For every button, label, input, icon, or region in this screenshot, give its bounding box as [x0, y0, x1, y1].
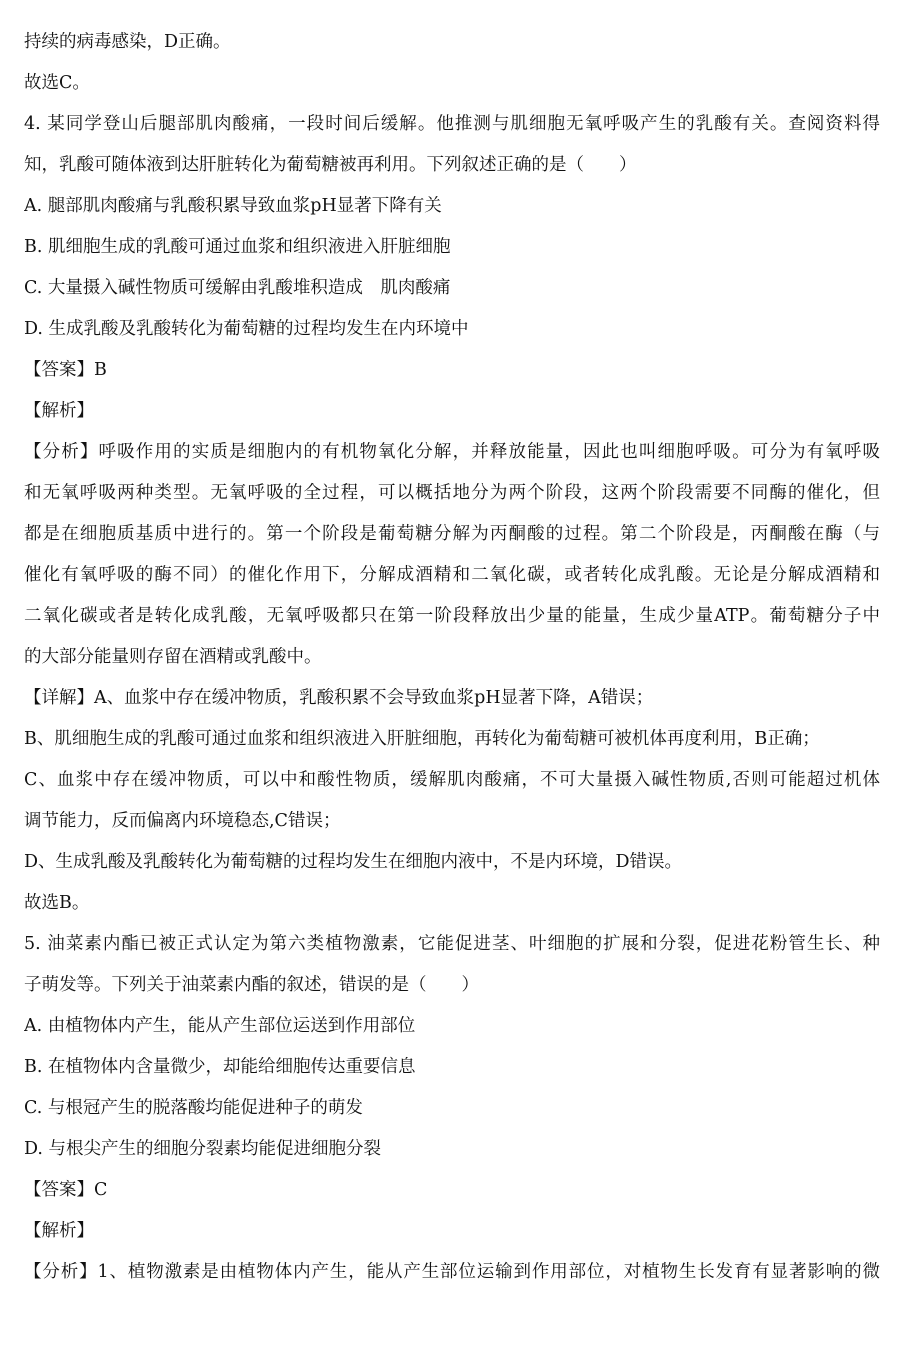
question-5-stem: 5. 油菜素内酯已被正式认定为第六类植物激素，它能促进茎、叶细胞的扩展和分裂，促进花粉管生长、种	[24, 934, 880, 954]
analysis-text: 的大部分能量则存留在酒精或乳酸中。	[24, 647, 322, 667]
text-line: 故选B。	[24, 893, 90, 913]
analysis-text: 催化有氧呼吸的酶不同）的催化作用下，分解成酒精和二氧化碳，或者转化成乳酸。无论是分解成酒精和	[24, 565, 880, 585]
detail-text: D、生成乳酸及乳酸转化为葡萄糖的过程均发生在细胞内液中，不是内环境，D错误。	[24, 852, 683, 872]
detail-text: B、肌细胞生成的乳酸可通过血浆和组织液进入肝脏细胞，再转化为葡萄糖可被机体再度利用，B正确；	[24, 729, 820, 749]
detail-text: C、血浆中存在缓冲物质，可以中和酸性物质，缓解肌肉酸痛，不可大量摄入碱性物质,否则可能超过机体	[24, 770, 880, 790]
question-5-stem: 子萌发等。下列关于油菜素内酯的叙述，错误的是（ ）	[24, 975, 479, 995]
analysis-label: 【解析】	[24, 1221, 94, 1241]
option-d: D. 与根尖产生的细胞分裂素均能促进细胞分裂	[24, 1139, 382, 1159]
option-c: C. 与根冠产生的脱落酸均能促进种子的萌发	[24, 1098, 363, 1118]
option-a: A. 腿部肌肉酸痛与乳酸积累导致血浆pH显著下降有关	[24, 196, 442, 216]
question-4-stem: 4. 某同学登山后腿部肌肉酸痛，一段时间后缓解。他推测与肌细胞无氧呼吸产生的乳酸有关。查阅资料得	[24, 114, 880, 134]
analysis-text: 【分析】1、植物激素是由植物体内产生，能从产生部位运输到作用部位，对植物生长发育有显著影响的微	[24, 1262, 880, 1282]
option-b: B. 在植物体内含量微少，却能给细胞传达重要信息	[24, 1057, 416, 1077]
option-b: B. 肌细胞生成的乳酸可通过血浆和组织液进入肝脏细胞	[24, 237, 451, 257]
answer-label: 【答案】B	[24, 360, 107, 380]
option-c: C. 大量摄入碱性物质可缓解由乳酸堆积造成 肌肉酸痛	[24, 278, 451, 298]
analysis-text: 【分析】呼吸作用的实质是细胞内的有机物氧化分解，并释放能量，因此也叫细胞呼吸。可分为有氧呼吸	[24, 442, 880, 462]
question-4-stem: 知，乳酸可随体液到达肝脏转化为葡萄糖被再利用。下列叙述正确的是（ ）	[24, 155, 637, 175]
analysis-label: 【解析】	[24, 401, 94, 421]
option-a: A. 由植物体内产生，能从产生部位运送到作用部位	[24, 1016, 416, 1036]
text-line: 故选C。	[24, 73, 90, 93]
analysis-text: 二氧化碳或者是转化成乳酸，无氧呼吸都只在第一阶段释放出少量的能量，生成少量ATP。葡萄糖分子中	[24, 606, 880, 626]
detail-text: 调节能力，反而偏离内环境稳态,C错误；	[24, 811, 341, 831]
analysis-text: 和无氧呼吸两种类型。无氧呼吸的全过程，可以概括地分为两个阶段，这两个阶段需要不同酶的催化，但	[24, 483, 880, 503]
option-d: D. 生成乳酸及乳酸转化为葡萄糖的过程均发生在内环境中	[24, 319, 469, 339]
detail-text: 【详解】A、血浆中存在缓冲物质，乳酸积累不会导致血浆pH显著下降，A错误；	[24, 688, 654, 708]
text-line: 持续的病毒感染，D正确。	[24, 32, 231, 52]
answer-label: 【答案】C	[24, 1180, 108, 1200]
analysis-text: 都是在细胞质基质中进行的。第一个阶段是葡萄糖分解为丙酮酸的过程。第二个阶段是，丙酮酸在酶（与	[24, 524, 880, 544]
